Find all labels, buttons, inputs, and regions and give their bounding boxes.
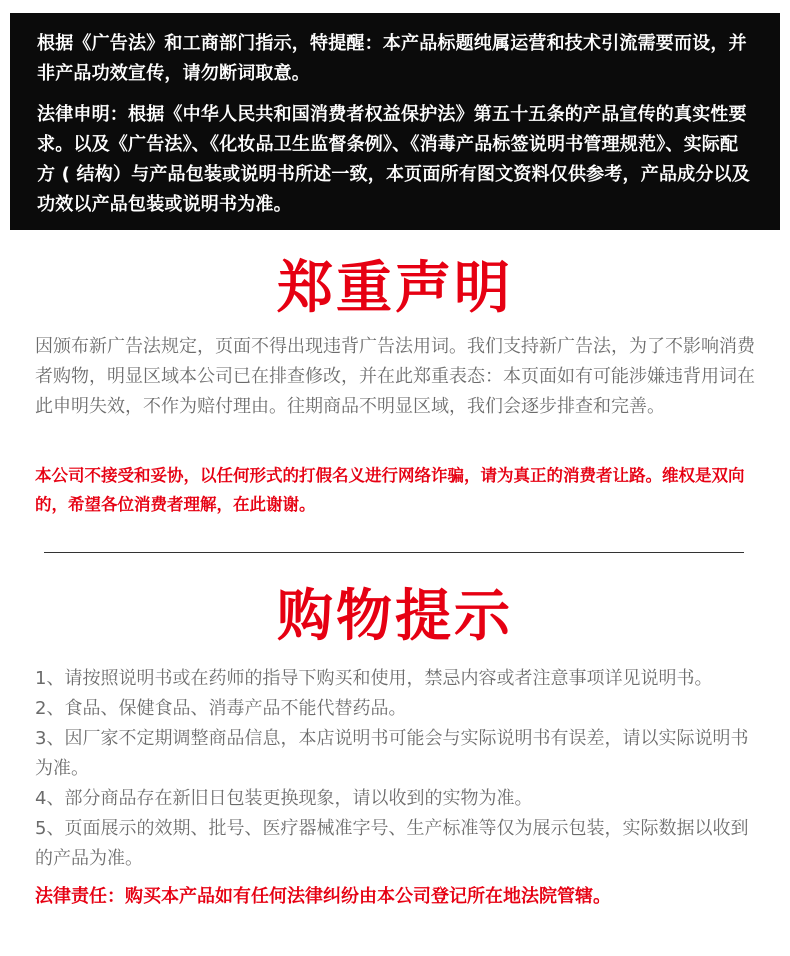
tip-item: 2、食品、保健食品、消毒产品不能代替药品。 (35, 698, 407, 719)
tip-item: 4、部分商品存在新旧日包装更换现象，请以收到的实物为准。 (35, 788, 533, 809)
anti-fraud-warning: 本公司不接受和妥协，以任何形式的打假名义进行网络诈骗，请为真正的消费者让路。维权是双向的，希望各位消费者理解，在此谢谢。 (35, 466, 745, 514)
section-divider (44, 552, 744, 553)
shopping-tips-list (35, 664, 765, 874)
advertising-law-notice: 根据《广告法》和工商部门指示，特提醒：本产品标题纯属运营和技术引流需要而设，并非产品功效宣传，请勿断词取意。 (37, 33, 747, 84)
statement-title: 郑重声明 (277, 256, 513, 321)
tip-item: 3、因厂家不定期调整商品信息，本店说明书可能会与实际说明书有误差，请以实际说明书为准。 (35, 728, 749, 779)
tip-item: 5、页面展示的效期、批号、医疗器械准字号、生产标准等仅为展示包装，实际数据以收到的产品为准。 (35, 818, 749, 869)
legal-notice-box (10, 13, 780, 230)
statement-body: 因颁布新广告法规定，页面不得出现违背广告法用词。我们支持新广告法，为了不影响消费者购物，明显区域本公司已在排查修改，并在此郑重表态：本页面如有可能涉嫌违背用词在此申明失效，不作为赔付理由。往期商品不明显区域，我们会逐步排查和完善。 (35, 336, 755, 417)
legal-declaration: 法律申明：根据《中华人民共和国消费者权益保护法》第五十五条的产品宣传的真实性要求。以及《广告法》、《化妆品卫生监督条例》、《消毒产品标签说明书管理规范》、实际配方 ( 结构）与产品包装或说明书所述一致，本页面所有图文资料仅供参考，产品成分以及功效以产品包装或说明书为准。 (37, 104, 750, 215)
legal-liability-note: 法律责任：购买本产品如有任何法律纠纷由本公司登记所在地法院管辖。 (35, 886, 611, 907)
tip-item: 1、请按照说明书或在药师的指导下购买和使用，禁忌内容或者注意事项详见说明书。 (35, 668, 713, 689)
shopping-tips-title: 购物提示 (277, 584, 513, 649)
